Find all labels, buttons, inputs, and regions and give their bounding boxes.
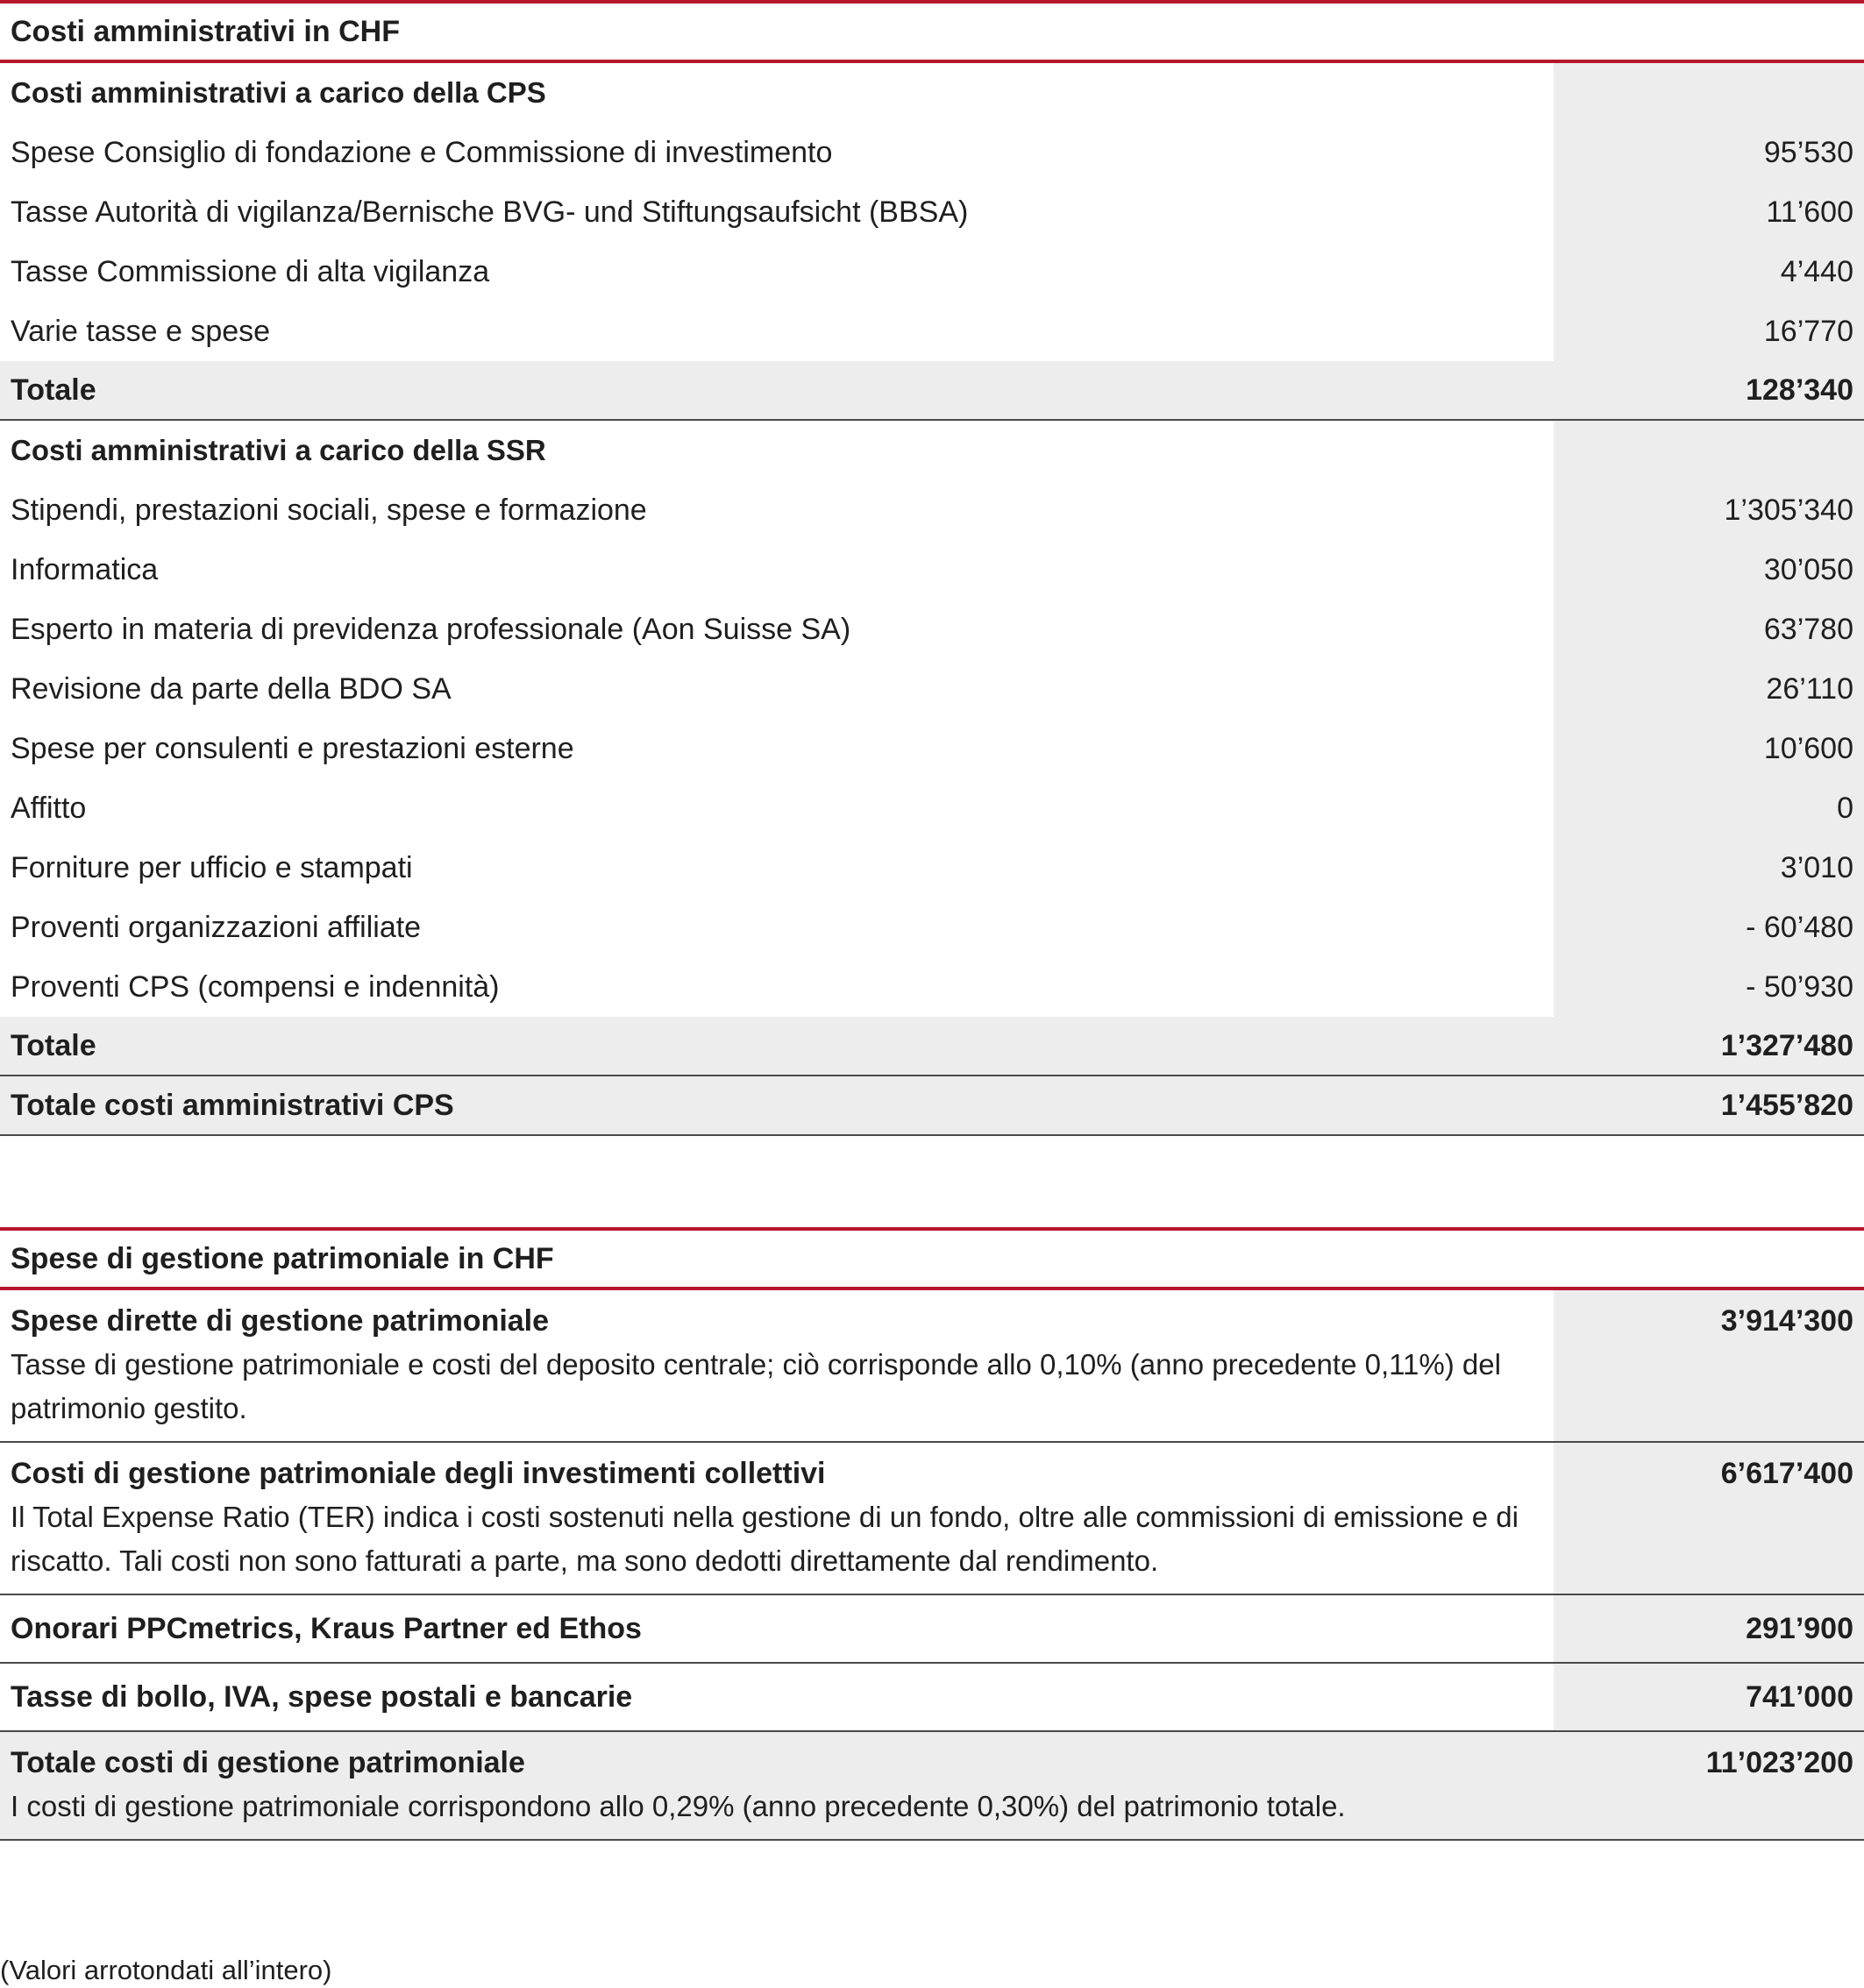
row-label: Informatica (11, 553, 159, 586)
grand-total-label: Totale costi amministrativi CPS (11, 1089, 454, 1122)
footnote: (Valori arrotondati all’intero) (0, 1955, 332, 1985)
table-title-row (0, 4, 1864, 60)
row-label: Spese Consiglio di fondazione e Commissione di investimento (11, 136, 833, 169)
total-label: Totale (11, 373, 96, 407)
ssr-items (0, 480, 1864, 1017)
row-value: 16’770 (1554, 302, 1864, 361)
table-title-row (0, 1231, 1864, 1287)
cps-total-row (0, 361, 1864, 419)
row-value: 11’600 (1554, 182, 1864, 242)
asset-total-title: Totale costi di gestione patrimoniale (11, 1746, 525, 1779)
section-heading-row (0, 63, 1864, 123)
section-heading-ssr: Costi amministrativi a carico della SSR (11, 434, 546, 466)
cps-items (0, 123, 1864, 361)
table-row (0, 540, 1864, 600)
row-value: 95’530 (1554, 123, 1864, 182)
table-title: Costi amministrativi in CHF (11, 15, 400, 48)
fees-label: Onorari PPCmetrics, Kraus Partner ed Ethos (11, 1612, 642, 1645)
taxes-value: 741’000 (1554, 1664, 1864, 1730)
asset-total-value: 11’023’200 (1705, 1746, 1853, 1779)
row-value: 0 (1554, 778, 1864, 838)
row-value: 10’600 (1554, 719, 1864, 778)
direct-costs-row (0, 1290, 1864, 1441)
fees-row (0, 1595, 1864, 1662)
grand-total-value: 1’455’820 (1720, 1089, 1853, 1122)
table-row (0, 123, 1864, 182)
collective-costs-title: Costi di gestione patrimoniale degli investimenti collettivi (11, 1457, 826, 1490)
row-label: Proventi CPS (compensi e indennità) (11, 970, 500, 1004)
table-row (0, 898, 1864, 957)
row-value: 30’050 (1554, 540, 1864, 600)
collective-costs-description: Il Total Expense Ratio (TER) indica i costi sostenuti nella gestione di un fondo, oltre alle commissioni di emissione e di riscatto. Tali costi non sono fatturati a parte, ma sono dedotti direttamente dal rendimento. (11, 1501, 1519, 1577)
row-label: Affitto (11, 792, 87, 825)
asset-total-row (0, 1732, 1864, 1839)
row-value: 3’010 (1554, 838, 1864, 898)
table-row (0, 838, 1864, 898)
row-label: Varie tasse e spese (11, 315, 271, 348)
row-value: - 50’930 (1554, 957, 1864, 1017)
row-value: 26’110 (1554, 659, 1864, 719)
row-value: 63’780 (1554, 600, 1864, 659)
direct-costs-value: 3’914’300 (1554, 1290, 1864, 1441)
row-label: Stipendi, prestazioni sociali, spese e formazione (11, 493, 647, 527)
value-cell (1554, 421, 1864, 480)
row-value: 1’305’340 (1554, 480, 1864, 540)
direct-costs-title: Spese dirette di gestione patrimoniale (11, 1304, 550, 1338)
table-row (0, 302, 1864, 361)
row-label: Esperto in materia di previdenza professionale (Aon Suisse SA) (11, 613, 851, 646)
grand-total-row (0, 1076, 1864, 1134)
table-row (0, 182, 1864, 242)
taxes-label: Tasse di bollo, IVA, spese postali e bancarie (11, 1680, 633, 1714)
table-row (0, 957, 1864, 1017)
ssr-total-row (0, 1017, 1864, 1075)
value-cell (1554, 63, 1864, 123)
table-row (0, 778, 1864, 838)
row-value: - 60’480 (1554, 898, 1864, 957)
row-label: Tasse Commissione di alta vigilanza (11, 255, 490, 288)
row-label: Proventi organizzazioni affiliate (11, 911, 422, 944)
divider (0, 1839, 1864, 1841)
asset-costs-table (0, 1227, 1864, 1841)
table-row (0, 659, 1864, 719)
total-value: 1’327’480 (1720, 1029, 1853, 1062)
table-row (0, 242, 1864, 302)
table-row (0, 600, 1864, 659)
row-value: 4’440 (1554, 242, 1864, 302)
row-label: Revisione da parte della BDO SA (11, 672, 452, 706)
table-row (0, 719, 1864, 778)
collective-costs-row (0, 1443, 1864, 1594)
asset-total-description: I costi di gestione patrimoniale corrispondono allo 0,29% (anno precedente 0,30%) del patrimonio totale. (11, 1790, 1346, 1822)
direct-costs-description: Tasse di gestione patrimoniale e costi del deposito centrale; ciò corrisponde allo 0,10% (anno precedente 0,11%) del patrimonio gestito. (11, 1348, 1501, 1424)
row-label: Forniture per ufficio e stampati (11, 851, 413, 884)
collective-costs-value: 6’617’400 (1554, 1443, 1864, 1594)
taxes-row (0, 1664, 1864, 1730)
total-value: 128’340 (1746, 373, 1853, 407)
row-label: Spese per consulenti e prestazioni esterne (11, 732, 574, 765)
section-heading-cps: Costi amministrativi a carico della CPS (11, 76, 546, 109)
fees-value: 291’900 (1554, 1595, 1864, 1662)
table-row (0, 480, 1864, 540)
total-label: Totale (11, 1029, 96, 1062)
table-title: Spese di gestione patrimoniale in CHF (11, 1242, 554, 1275)
row-label: Tasse Autorità di vigilanza/Bernische BVG- und Stiftungsaufsicht (BBSA) (11, 195, 969, 229)
section-heading-row (0, 421, 1864, 480)
divider (0, 1134, 1864, 1136)
